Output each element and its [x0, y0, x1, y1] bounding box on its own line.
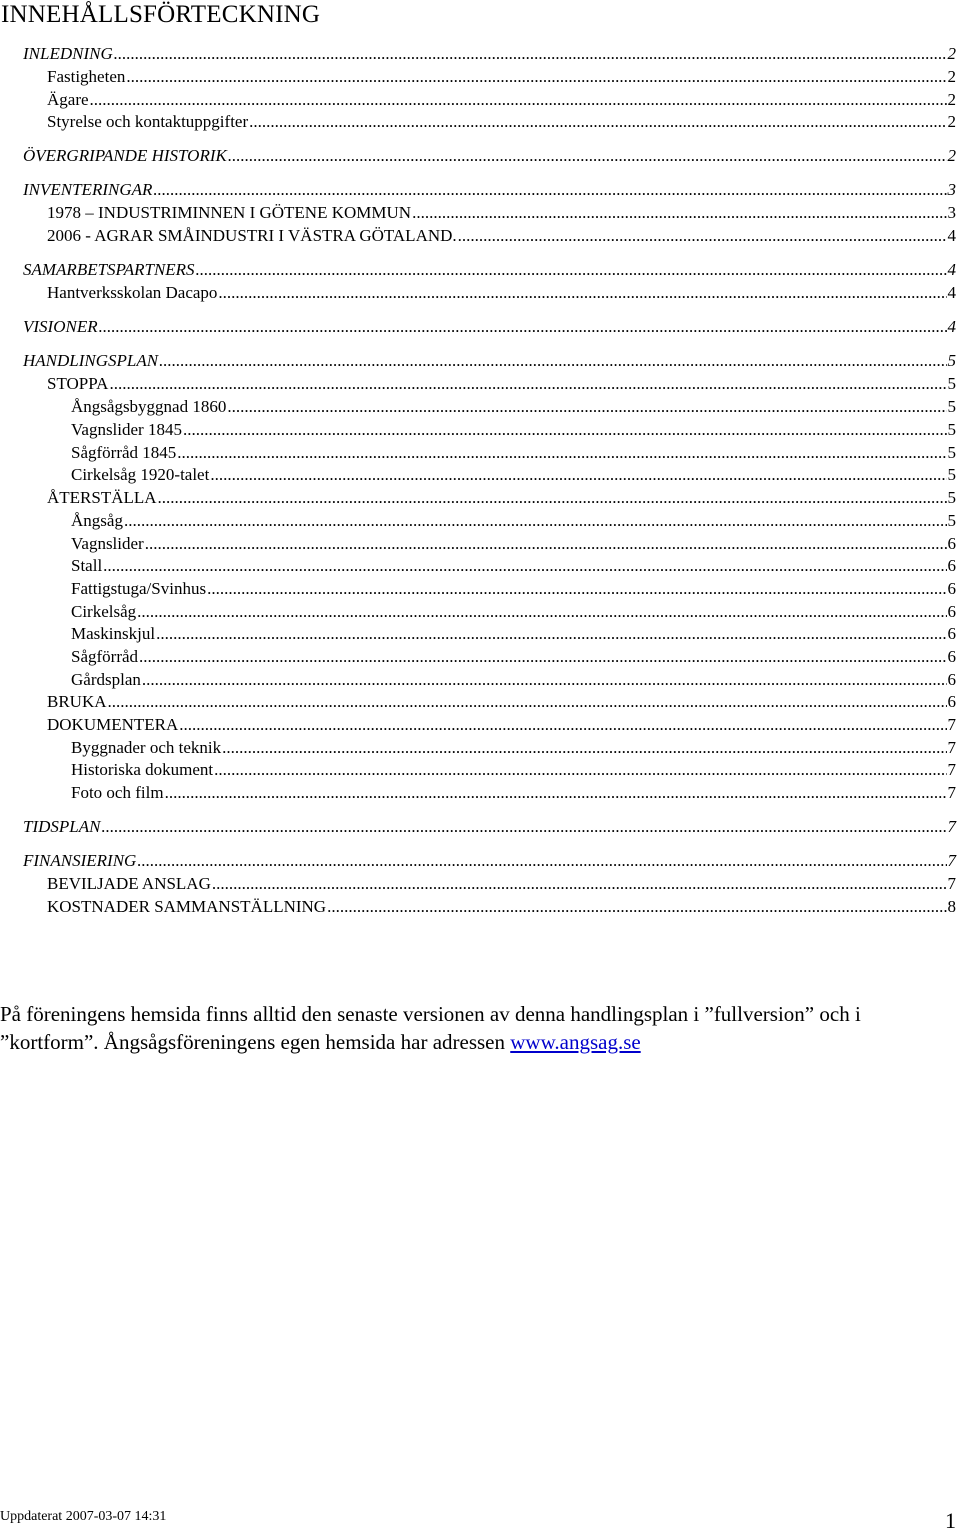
toc-entry-title: 2006 - AGRAR SMÅINDUSTRI I VÄSTRA GÖTALAND. [47, 226, 457, 245]
toc-entry-page: 4 [947, 260, 956, 279]
website-link[interactable]: www.angsag.se [510, 1030, 641, 1054]
toc-entry-bruka[interactable] [47, 690, 956, 712]
toc-entry-kostnader[interactable] [47, 895, 956, 917]
toc-entry-visioner[interactable] [23, 315, 956, 337]
toc-entry-page: 6 [947, 579, 956, 598]
toc-entry-finansiering[interactable] [23, 849, 956, 871]
toc-entry-page: 7 [947, 851, 956, 870]
toc-entry-title: Fastigheten [47, 67, 126, 86]
toc-leader-dots [196, 260, 947, 280]
toc-entry-title: Byggnader och teknik [71, 738, 222, 757]
toc-leader-dots [177, 443, 946, 463]
toc-entry-title: Vagnslider 1845 [71, 420, 182, 439]
page-title: INNEHÅLLSFÖRTECKNING [1, 1, 321, 28]
toc-leader-dots [227, 397, 946, 417]
toc-entry-title: Ångsåg [71, 511, 123, 530]
toc-entry-page: 3 [947, 180, 956, 199]
toc-entry-beviljade-anslag[interactable] [47, 872, 956, 894]
toc-leader-dots [218, 283, 946, 303]
toc-leader-dots [210, 465, 946, 485]
website-note-text: På föreningens hemsida finns alltid den senaste versionen av denna handlingsplan i ”fullversion” och i ”kortform”. Ångsågsföreningens egen hemsida har adressen [0, 1002, 861, 1054]
toc-entry-inledning[interactable] [23, 42, 956, 64]
toc-entry-title: Sågförråd [71, 647, 139, 666]
toc-entry-title: FINANSIERING [23, 851, 137, 870]
toc-entry-vagnslider[interactable] [71, 532, 956, 554]
toc-entry-page: 2 [947, 67, 956, 86]
website-note [0, 1000, 958, 1056]
toc-entry-page: 2 [947, 112, 956, 131]
toc-leader-dots [109, 374, 946, 394]
toc-entry-cirkelsag[interactable] [71, 600, 956, 622]
toc-entry-title: 1978 – INDUSTRIMINNEN I GÖTENE KOMMUN [47, 203, 412, 222]
toc-entry-title: Cirkelsåg 1920-talet [71, 465, 210, 484]
toc-leader-dots [412, 203, 946, 223]
toc-entry-page: 5 [947, 488, 956, 507]
toc-entry-title: STOPPA [47, 374, 109, 393]
toc-entry-title: BEVILJADE ANSLAG [47, 874, 211, 893]
toc-entry-page: 5 [947, 420, 956, 439]
toc-entry-byggnader[interactable] [71, 736, 956, 758]
toc-leader-dots [458, 226, 947, 246]
toc-leader-dots [103, 556, 946, 576]
toc-entry-samarbetspartners[interactable] [23, 258, 956, 280]
toc-leader-dots [101, 817, 946, 837]
toc-leader-dots [207, 579, 946, 599]
toc-leader-dots [137, 851, 946, 871]
toc-entry-page: 5 [947, 351, 956, 370]
toc-leader-dots [108, 692, 947, 712]
toc-entry-page: 6 [947, 647, 956, 666]
toc-entry-title: INVENTERINGAR [23, 180, 153, 199]
toc-entry-page: 7 [947, 738, 956, 757]
footer-updated-timestamp: Uppdaterat 2007-03-07 14:31 [0, 1509, 167, 1524]
toc-entry-cirkelsag-1920[interactable] [71, 463, 956, 485]
toc-entry-page: 6 [947, 602, 956, 621]
toc-entry-page: 4 [947, 283, 956, 302]
toc-entry-page: 5 [947, 397, 956, 416]
toc-leader-dots [183, 420, 947, 440]
toc-entry-title: VISIONER [23, 317, 98, 336]
toc-entry-page: 5 [947, 374, 956, 393]
toc-entry-page: 7 [947, 783, 956, 802]
toc-entry-page: 7 [947, 874, 956, 893]
toc-entry-inventeringar[interactable] [23, 178, 956, 200]
toc-entry-page: 5 [947, 465, 956, 484]
toc-entry-title: TIDSPLAN [23, 817, 101, 836]
toc-entry-tidsplan[interactable] [23, 815, 956, 837]
toc-leader-dots [137, 602, 946, 622]
toc-leader-dots [153, 180, 946, 200]
toc-entry-title: Stall [71, 556, 103, 575]
toc-entry-vagnslider-1845[interactable] [71, 418, 956, 440]
toc-entry-title: DOKUMENTERA [47, 715, 179, 734]
toc-leader-dots [327, 897, 946, 917]
toc-leader-dots [222, 738, 946, 758]
toc-entry-foto-film[interactable] [71, 781, 956, 803]
toc-entry-fattigstuga[interactable] [71, 577, 956, 599]
toc-entry-title: Styrelse och kontaktuppgifter [47, 112, 249, 131]
toc-entry-2006[interactable] [47, 224, 956, 246]
toc-entry-page: 6 [947, 534, 956, 553]
toc-entry-title: Ångsågsbyggnad 1860 [71, 397, 227, 416]
toc-entry-page: 4 [947, 226, 956, 245]
toc-entry-title: SAMARBETSPARTNERS [23, 260, 195, 279]
toc-entry-title: Sågförråd 1845 [71, 443, 177, 462]
toc-entry-title: ÖVERGRIPANDE HISTORIK [23, 146, 227, 165]
toc-leader-dots [212, 874, 947, 894]
toc-entry-maskinskjul[interactable] [71, 622, 956, 644]
toc-entry-styrelse[interactable] [47, 110, 956, 132]
toc-entry-page: 2 [947, 44, 956, 63]
toc-entry-title: Hantverksskolan Dacapo [47, 283, 218, 302]
toc-entry-title: KOSTNADER SAMMANSTÄLLNING [47, 897, 327, 916]
toc-leader-dots [142, 670, 947, 690]
toc-entry-dokumentera[interactable] [47, 713, 956, 735]
toc-entry-gardsplan[interactable] [71, 668, 956, 690]
toc-entry-page: 6 [947, 692, 956, 711]
toc-leader-dots [249, 112, 946, 132]
toc-leader-dots [99, 317, 947, 337]
toc-entry-page: 5 [947, 443, 956, 462]
toc-entry-title: Historiska dokument [71, 760, 214, 779]
toc-leader-dots [159, 351, 946, 371]
toc-entry-page: 7 [947, 817, 956, 836]
toc-entry-title: BRUKA [47, 692, 107, 711]
toc-leader-dots [214, 760, 946, 780]
toc-entry-title: HANDLINGSPLAN [23, 351, 159, 370]
toc-entry-page: 6 [947, 670, 956, 689]
toc-entry-page: 8 [947, 897, 956, 916]
toc-leader-dots [124, 511, 947, 531]
toc-leader-dots [145, 534, 947, 554]
toc-entry-page: 3 [947, 203, 956, 222]
toc-entry-overgripande-historik[interactable] [23, 144, 956, 166]
toc-entry-title: INLEDNING [23, 44, 113, 63]
toc-entry-handlingsplan[interactable] [23, 349, 956, 371]
footer-page-number: 1 [945, 1508, 956, 1533]
toc-entry-page: 5 [947, 511, 956, 530]
toc-entry-title: Maskinskjul [71, 624, 156, 643]
toc-leader-dots [139, 647, 946, 667]
toc-entry-page: 6 [947, 624, 956, 643]
toc-entry-title: Cirkelsåg [71, 602, 137, 621]
toc-leader-dots [126, 67, 946, 87]
toc-entry-stall[interactable] [71, 554, 956, 576]
toc-entry-aterstalla[interactable] [47, 486, 956, 508]
toc-leader-dots [228, 146, 947, 166]
toc-entry-page: 6 [947, 556, 956, 575]
toc-entry-title: Foto och film [71, 783, 164, 802]
toc-leader-dots [114, 44, 947, 64]
toc-entry-historiska[interactable] [71, 758, 956, 780]
toc-entry-title: Vagnslider [71, 534, 144, 553]
toc-entry-stoppa[interactable] [47, 372, 956, 394]
toc-entry-angsag[interactable] [71, 509, 956, 531]
toc-leader-dots [156, 624, 946, 644]
toc-entry-1978[interactable] [47, 201, 956, 223]
toc-entry-page: 2 [947, 90, 956, 109]
toc-entry-page: 7 [947, 715, 956, 734]
toc-entry-title: Ägare [47, 90, 89, 109]
toc-entry-title: Gårdsplan [71, 670, 141, 689]
toc-leader-dots [90, 90, 947, 110]
toc-leader-dots [158, 488, 947, 508]
toc-entry-sagforrad-1845[interactable] [71, 441, 956, 463]
toc-entry-title: Fattigstuga/Svinhus [71, 579, 207, 598]
toc-leader-dots [179, 715, 946, 735]
toc-entry-sagforrad[interactable] [71, 645, 956, 667]
toc-entry-hantverksskolan[interactable] [47, 281, 956, 303]
toc-entry-agare[interactable] [47, 88, 956, 110]
toc-entry-page: 2 [947, 146, 956, 165]
toc-entry-fastigheten[interactable] [47, 65, 956, 87]
toc-entry-page: 7 [947, 760, 956, 779]
toc-leader-dots [165, 783, 947, 803]
toc-entry-title: ÅTERSTÄLLA [47, 488, 157, 507]
toc-entry-angsagsbyggnad[interactable] [71, 395, 956, 417]
toc-entry-page: 4 [947, 317, 956, 336]
